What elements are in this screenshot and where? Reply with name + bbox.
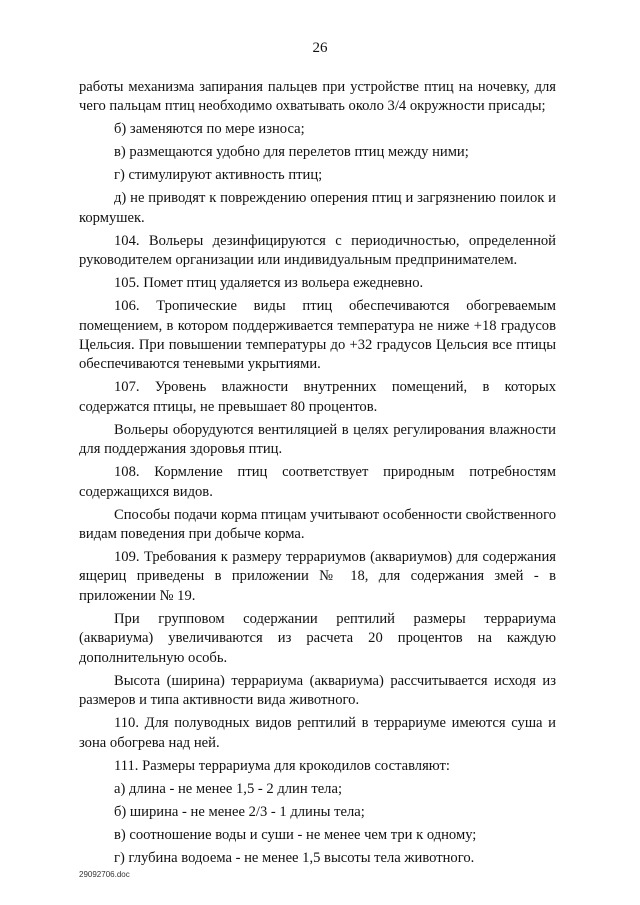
list-item: б) ширина - не менее 2/3 - 1 длины тела; bbox=[114, 803, 365, 820]
paragraph: При групповом содержании рептилий размеры террариума (аквариума) увеличиваются из расчета 20 процентов на каждую дополнительную особь. bbox=[79, 610, 556, 666]
footer-filename: 29092706.doc bbox=[79, 870, 130, 879]
paragraph-111: 111. Размеры террариума для крокодилов составляют: bbox=[114, 757, 450, 774]
list-item: в) размещаются удобно для перелетов птиц между ними; bbox=[114, 144, 469, 161]
list-item: г) стимулируют активность птиц; bbox=[114, 167, 323, 184]
paragraph-106: 106. Тропические виды птиц обеспечиваются обогреваемым помещением, в котором поддерживается температура не ниже +18 градусов Цельсия. При повышении температуры до +32 градусов Цельсия все птицы обеспечиваются теневыми укрытиями. bbox=[79, 298, 556, 373]
paragraph-110: 110. Для полуводных видов рептилий в террариуме имеются суша и зона обогрева над ней. bbox=[79, 715, 556, 751]
list-item: в) соотношение воды и суши - не менее чем три к одному; bbox=[114, 826, 477, 843]
paragraph: Высота (ширина) террариума (аквариума) рассчитывается исходя из размеров и типа активности вида животного. bbox=[79, 672, 556, 709]
paragraph-105: 105. Помет птиц удаляется из вольера ежедневно. bbox=[114, 275, 424, 292]
paragraph: Способы подачи корма птицам учитывают особенности свойственного видам поведения при добыче корма. bbox=[79, 506, 556, 543]
list-item: б) заменяются по мере износа; bbox=[114, 121, 305, 138]
paragraph: работы механизма запирания пальцев при устройстве птиц на ночевку, для чего пальцам птиц необходимо охватывать около 3/4 окружности присады; bbox=[79, 79, 556, 115]
paragraph-109: 109. Требования к размеру террариумов (аквариумов) для содержания ящериц приведены в приложении № 18, для содержания змей - в приложении № 19. bbox=[79, 549, 556, 604]
list-item: д) не приводят к повреждению оперения птиц и загрязнению поилок и кормушек. bbox=[79, 190, 556, 226]
document-body bbox=[79, 78, 556, 868]
paragraph-108: 108. Кормление птиц соответствует природным потребностям содержащихся видов. bbox=[79, 464, 556, 500]
paragraph: Вольеры оборудуются вентиляцией в целях регулирования влажности для поддержания здоровья птиц. bbox=[79, 421, 556, 458]
list-item: а) длина - не менее 1,5 - 2 длин тела; bbox=[114, 780, 342, 797]
list-item: г) глубина водоема - не менее 1,5 высоты тела животного. bbox=[114, 849, 475, 866]
paragraph-107: 107. Уровень влажности внутренних помещений, в которых содержатся птицы, не превышает 80 процентов. bbox=[79, 379, 556, 415]
page-number: 26 bbox=[312, 40, 328, 56]
paragraph-104: 104. Вольеры дезинфицируются с периодичностью, определенной руководителем организации или индивидуальным предпринимателем. bbox=[79, 232, 556, 269]
